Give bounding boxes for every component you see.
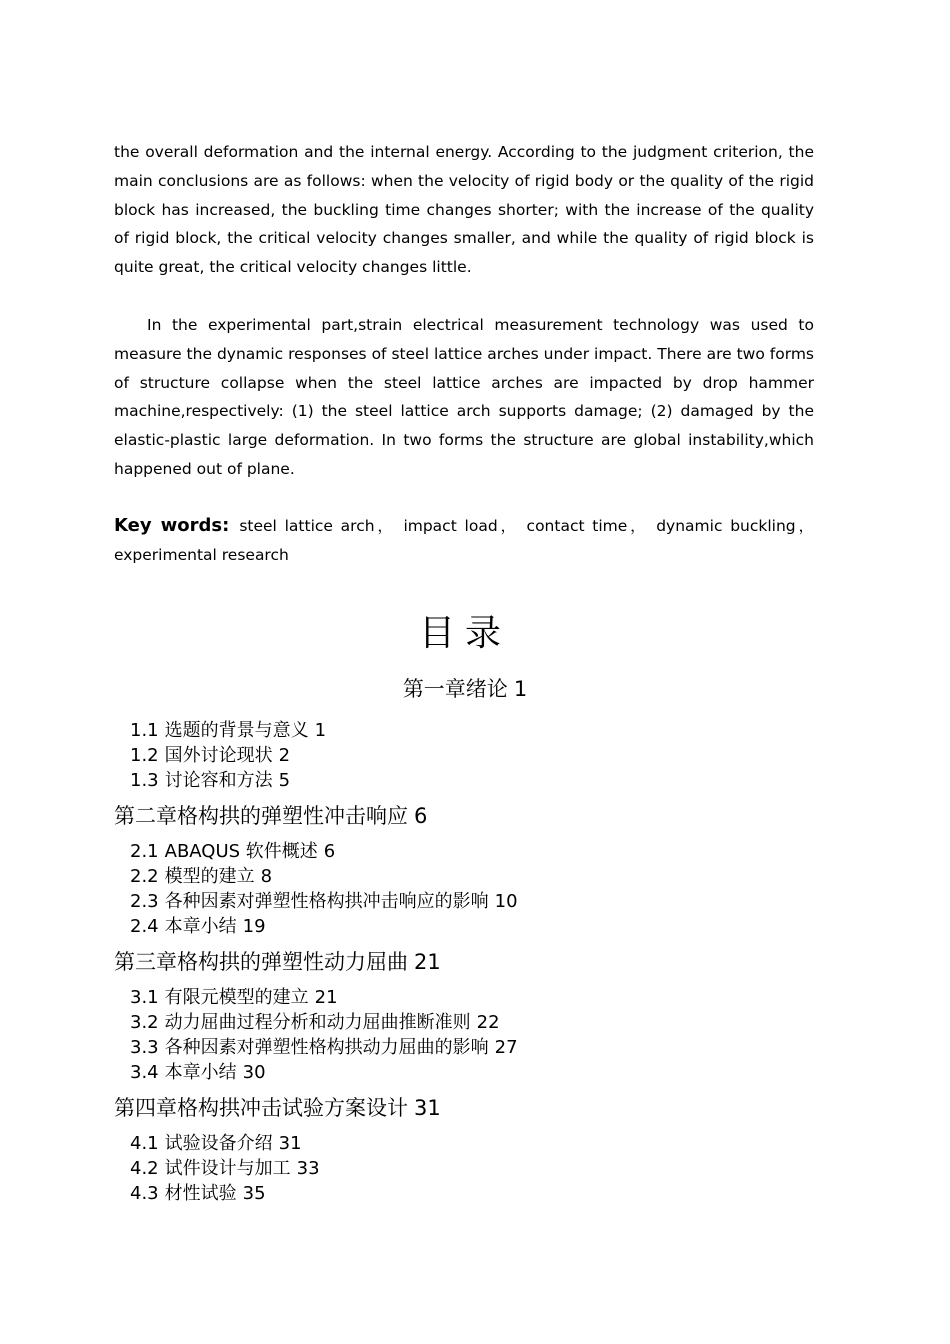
toc-item[interactable] [114,889,518,914]
keyword-item: steel lattice arch， [239,517,396,535]
keywords [114,512,814,570]
toc-title: 目录 [418,613,511,654]
toc-item-page: 19 [242,916,266,937]
toc-chapter[interactable] [0,673,930,703]
toc-chapter-title: 第四章格构拱冲击试验方案设计 [114,1096,408,1120]
toc-chapter-title: 第一章绪论 [402,677,508,701]
toc-chapter-page: 31 [414,1096,441,1120]
toc-item-title: 本章小结 [164,1062,237,1083]
toc-item-page: 21 [314,987,338,1008]
toc-item[interactable] [114,768,518,793]
toc-item-page: 33 [296,1158,320,1179]
toc-item-title: 各种因素对弹塑性格构拱冲击响应的影响 [164,891,489,912]
toc-item-page: 27 [494,1037,518,1058]
toc-item-page: 35 [242,1183,266,1204]
toc-item-page: 5 [278,770,291,791]
toc-item-number: 2.2 [130,866,159,887]
toc-item-title: 试验设备介绍 [164,1133,273,1154]
keyword-item: impact load， [403,517,519,535]
toc-item-title: 各种因素对弹塑性格构拱动力屈曲的影响 [164,1037,489,1058]
keywords-label: Key words: [114,515,230,536]
toc-item-title: 试件设计与加工 [164,1158,291,1179]
toc-item-number: 3.4 [130,1062,159,1083]
toc-item[interactable] [114,1131,518,1156]
toc-item-number: 3.3 [130,1037,159,1058]
toc-item-page: 1 [314,720,327,741]
toc-item-number: 4.3 [130,1183,159,1204]
toc-item-title: 模型的建立 [164,866,255,887]
toc-item-number: 1.3 [130,770,159,791]
toc-item-number: 3.1 [130,987,159,1008]
toc-chapter-title: 第三章格构拱的弹塑性动力屈曲 [114,950,408,974]
toc-item-number: 4.2 [130,1158,159,1179]
toc-item[interactable] [114,1156,518,1181]
abstract-paragraph-2: In the experimental part,strain electrical measurement technology was used to measure the dynamic responses of steel lattice arches under impact. There are two forms of structure collapse when the steel lattice arches are impacted by drop hammer machine,respectively: (1) the steel lattice arch supports damage; (2) damaged by the elastic-plastic large deformation. In two forms the structure are global instability,which happened out of plane. [114,316,814,478]
keyword-item: dynamic buckling， [656,517,814,535]
toc-chapter[interactable] [114,1096,518,1121]
toc-item-page: 6 [323,841,336,862]
toc-item-page: 10 [494,891,518,912]
toc-chapter[interactable] [114,804,518,829]
toc-item-title: ABAQUS 软件概述 [164,841,318,862]
toc-chapter-title: 第二章格构拱的弹塑性冲击响应 [114,804,408,828]
toc-chapter[interactable] [114,950,518,975]
toc-item[interactable] [114,718,518,743]
toc-item-number: 4.1 [130,1133,159,1154]
toc-item-number: 1.2 [130,745,159,766]
toc-item[interactable] [114,1060,518,1085]
toc-item-title: 材性试验 [164,1183,237,1204]
toc-item[interactable] [114,839,518,864]
toc-item[interactable] [114,864,518,889]
toc-item[interactable] [114,1010,518,1035]
toc-item-number: 2.3 [130,891,159,912]
toc-item-page: 2 [278,745,291,766]
toc-item-page: 30 [242,1062,266,1083]
toc-item-title: 动力屈曲过程分析和动力屈曲推断准则 [164,1012,471,1033]
toc-item-title: 讨论容和方法 [164,770,273,791]
toc-item-number: 3.2 [130,1012,159,1033]
toc-chapter-page: 21 [414,950,441,974]
toc-item[interactable] [114,1035,518,1060]
toc-item[interactable] [114,985,518,1010]
toc-item-page: 8 [260,866,273,887]
toc-chapter-page: 6 [414,804,428,828]
toc-chapter-page: 1 [513,677,528,701]
keyword-item: experimental research [114,545,289,564]
toc-item-title: 有限元模型的建立 [164,987,309,1008]
toc-list [114,718,518,1206]
toc-item[interactable] [114,743,518,768]
toc-item[interactable] [114,914,518,939]
toc-item-title: 国外讨论现状 [164,745,273,766]
toc-item-title: 本章小结 [164,916,237,937]
toc-item-page: 22 [476,1012,500,1033]
toc-item-number: 1.1 [130,720,159,741]
toc-item-number: 2.1 [130,841,159,862]
toc-item-title: 选题的背景与意义 [164,720,309,741]
keyword-item: contact time， [526,517,649,535]
toc-item[interactable] [114,1181,518,1206]
toc-item-number: 2.4 [130,916,159,937]
abstract-paragraph-1: the overall deformation and the internal energy. According to the judgment criterion, the main conclusions are as follows: when the velocity of rigid body or the quality of the rigid block has increased, the buckling time changes shorter; with the increase of the quality of rigid block, the critical velocity changes smaller, and while the quality of rigid block is quite great, the critical velocity changes little. [114,143,814,276]
toc-item-page: 31 [278,1133,302,1154]
